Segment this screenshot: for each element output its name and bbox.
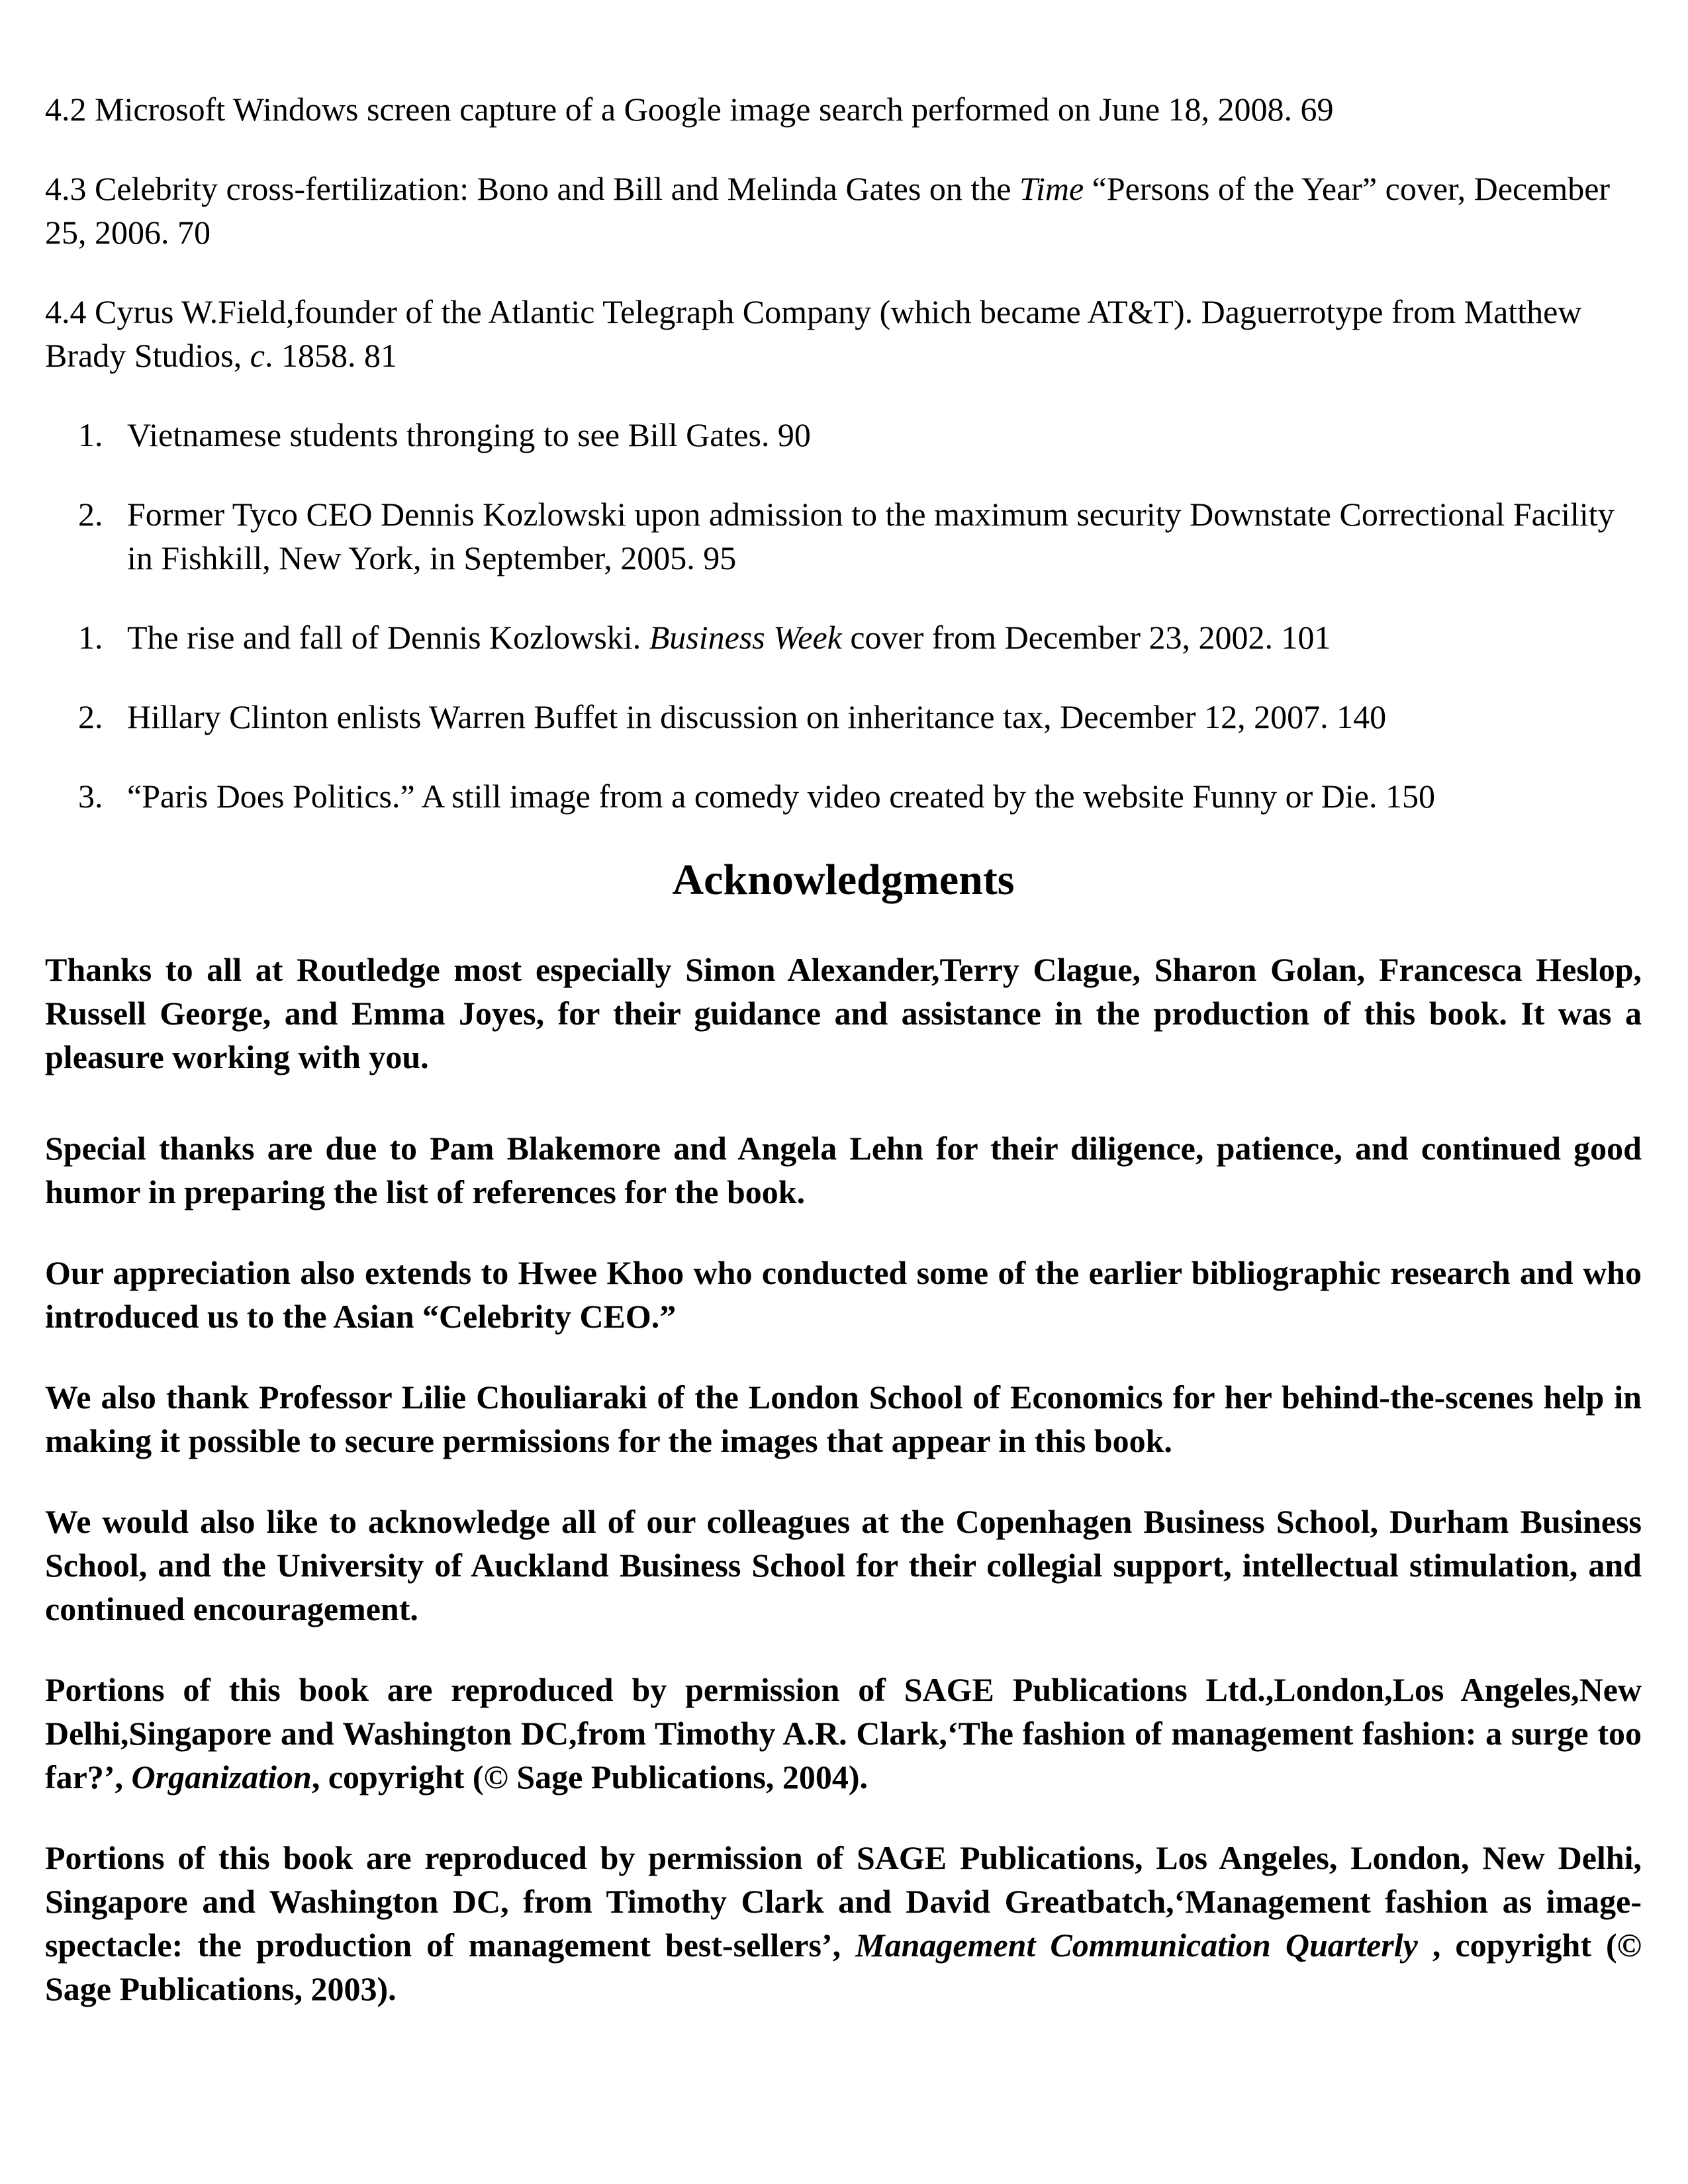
list-item [45,413,1642,457]
acknowledgment-paragraph-references: Special thanks are due to Pam Blakemore and Angela Lehn for their diligence, patience, and continued good humor in preparing the list of references for the book. [45,1130,1642,1210]
acknowledgments-heading: Acknowledgments [672,856,1015,904]
list-number: 3. [78,778,103,815]
acknowledgment-paragraph-sage-2004 [45,1668,1642,1799]
list-item-text-start: The rise and fall of Dennis Kozlowski. [127,619,649,656]
figure-list-first [45,413,1642,580]
acknowledgment-paragraph-research: Our appreciation also extends to Hwee Khoo who conducted some of the earlier bibliographic research and who introduced us to the Asian “Celebrity CEO.” [45,1254,1642,1335]
list-item-text: “Paris Does Politics.” A still image from a comedy video created by the website Funny or Die. 150 [127,778,1435,815]
figure-4-4-italic-circa: c [250,337,265,374]
list-item-text-end: cover from December 23, 2002. 101 [841,619,1331,656]
list-item [45,774,1642,818]
figure-entry-4-4 [45,290,1642,377]
list-number: 2. [78,496,103,533]
sage-2004-text-start: Portions of this book are reproduced by permission of SAGE Publications Ltd.,London,Los Angeles,New Delhi,Singapore and Washington DC,from Timothy A.R. Clark,‘The fashion of management fashion: a surge too far?’, [45,1671,1642,1796]
figure-list-second [45,615,1642,818]
list-number: 1. [78,619,103,656]
sage-2003-journal-title: Management Communication Quarterly [855,1927,1418,1964]
figure-4-3-text-start: 4.3 Celebrity cross-fertilization: Bono and Bill and Melinda Gates on the [45,170,1019,207]
figure-4-3-text-end: “Persons of the Year” cover, December 25, 2006. 70 [45,170,1611,251]
list-item [45,695,1642,739]
list-item-text: Former Tyco CEO Dennis Kozlowski upon admission to the maximum security Downstate Correctional Facility in Fishkill, New York, in September, 2005. 95 [127,496,1615,576]
sage-2004-text-end: , copyright (© Sage Publications, 2004). [311,1758,868,1796]
list-number: 1. [78,416,103,453]
acknowledgment-paragraph-sage-2003 [45,1836,1642,2011]
figure-4-3-italic-title: Time [1019,170,1084,207]
list-item-italic-title: Business Week [649,619,842,656]
list-item-text: Hillary Clinton enlists Warren Buffet in discussion on inheritance tax, December 12, 2007. 140 [127,698,1387,735]
sage-2004-journal-title: Organization [131,1758,312,1796]
acknowledgment-paragraph-routledge: Thanks to all at Routledge most especially Simon Alexander,Terry Clague, Sharon Golan, Francesca Heslop, Russell George, and Emma Joyes, for their guidance and assistance in the production of this book. It was a pleasure working with you. [45,951,1642,1075]
figure-4-4-text-start: 4.4 Cyrus W.Field,founder of the Atlantic Telegraph Company (which became AT&T). Daguerrotype from Matthew Brady Studios, [45,293,1582,374]
list-item [45,615,1642,659]
acknowledgment-paragraph-permissions: We also thank Professor Lilie Chouliaraki of the London School of Economics for her behind-the-scenes help in making it possible to secure permissions for the images that appear in this book. [45,1379,1642,1459]
list-item-text: Vietnamese students thronging to see Bill Gates. 90 [127,416,811,453]
figure-entry-4-3 [45,167,1642,254]
figure-entry-4-2: 4.2 Microsoft Windows screen capture of a Google image search performed on June 18, 2008. 69 [45,91,1334,128]
sage-2003-text-end: , copyright (© Sage Publications, 2003). [45,1927,1642,2007]
acknowledgment-paragraph-colleagues: We would also like to acknowledge all of our colleagues at the Copenhagen Business School, Durham Business School, and the University of Auckland Business School for their collegial support, intellectual stimulation, and continued encouragement. [45,1503,1642,1627]
document-page [45,87,1642,2048]
figure-4-4-text-end: . 1858. 81 [264,337,397,374]
list-number: 2. [78,698,103,735]
list-item [45,492,1642,580]
sage-2003-text-start: Portions of this book are reproduced by permission of SAGE Publications, Los Angeles, London, New Delhi, Singapore and Washington DC, from Timothy Clark and David Greatbatch,‘Management fashion as image-spectacle: the production of management best-sellers’, [45,1839,1642,1964]
